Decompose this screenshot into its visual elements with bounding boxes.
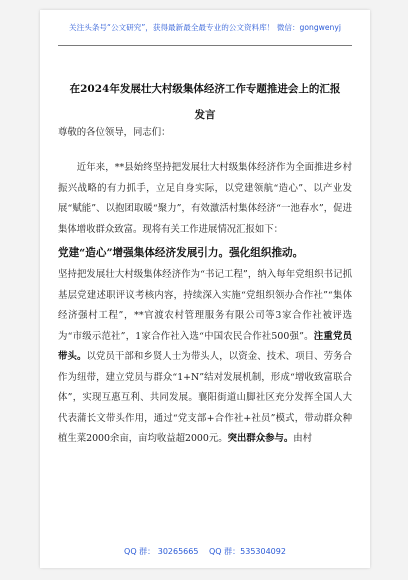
salutation: 尊敬的各位领导，同志们： (58, 127, 171, 138)
intro-paragraph: 近年来，**县始终坚持把发展壮大村级集体经济作为全面推进乡村振兴战略的有力抓手，立足自身实际，以党建领航“造心”、以产业发展“赋能”、以抱团取暖“聚力”，有效激活村集体经济“一池春水”，促进集体增收群众致富。现将有关工作进展情况汇报如下： (58, 162, 352, 235)
qq-group-2: QQ 群：535304092 (209, 547, 286, 556)
qq-group-1: QQ 群： 30265665 (124, 547, 199, 556)
section-body-paragraph (58, 265, 352, 450)
title-line-1: 在2024年发展壮大村级集体经济工作专题推进会上的汇报 (69, 83, 341, 95)
qq-group-footer (40, 546, 370, 557)
section-heading: 党建“造心”增强集体经济发展引力。强化组织推动。 (58, 247, 304, 259)
title-line-2: 发言 (194, 109, 216, 121)
promo-banner: 关注头条号“公文研究”，获得最新最全最专业的公文资料库！ 微信：gongwenyj (69, 23, 341, 32)
body-text-3: 由村 (293, 433, 312, 444)
bold-phrase-party-members: 注重党员带头。 (58, 330, 352, 362)
bold-phrase-mass-participation: 突出群众参与。 (227, 433, 294, 444)
document-title (58, 76, 352, 128)
document-page (40, 10, 370, 568)
body-text-1: 坚持把发展壮大村级集体经济作为“书记工程”，纳入每年党组织书记抓基层党建述职评议考核内容，持续深入实施“党组织领办合作社”“集体经济强村工程”，**官渡农村管理服务有限公司等3家合作社被评选为“市级示范社”，1家合作社入选“中国农民合作社500强”。 (58, 269, 352, 342)
header-divider (58, 45, 352, 46)
body-text-2: 以党员干部和乡贤人士为带头人，以资金、技术、项目、劳务合作为纽带，建立党员与群众“1+N”结对发展机制，形成“增收致富联合体”，实现互惠互利、共同发展。襄阳街道山脚社区充分发挥全国人大代表蒲长文带头作用，通过“党支部+合作社+社员”模式，带动群众种植生菜2000余亩，亩均收益超2000元。 (58, 351, 352, 444)
